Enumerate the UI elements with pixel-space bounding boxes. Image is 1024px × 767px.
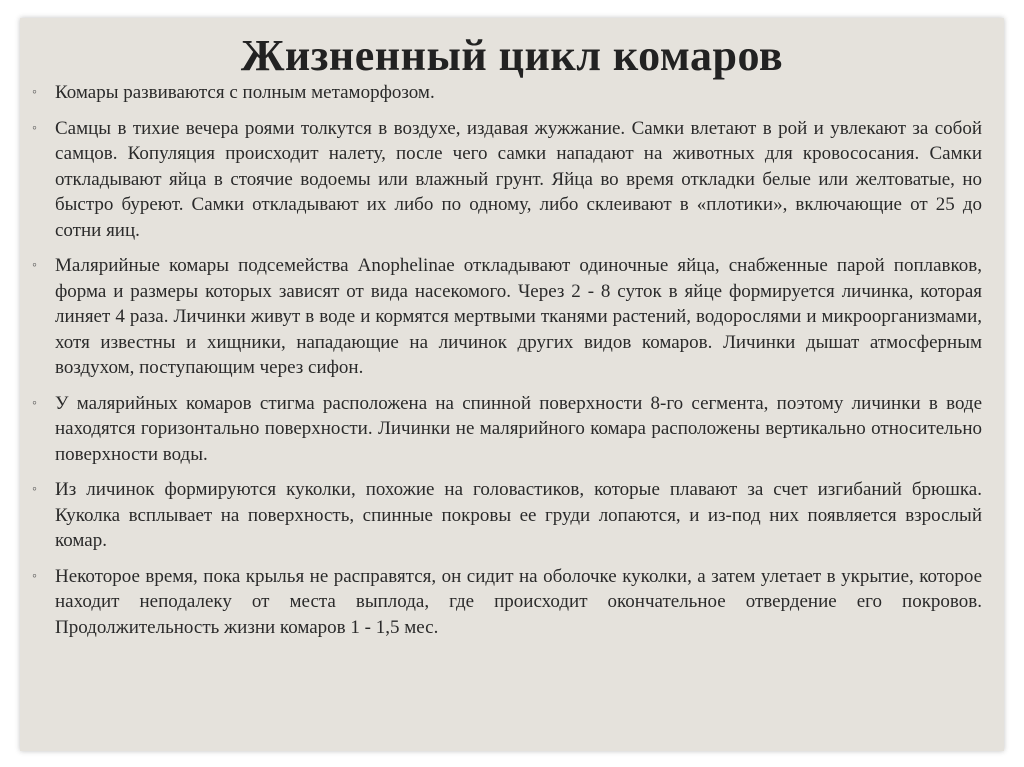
bullet-icon: ◦	[32, 568, 37, 584]
list-item	[32, 80, 982, 106]
bullet-icon: ◦	[32, 482, 37, 497]
bullet-icon: ◦	[32, 85, 37, 100]
list-item	[32, 253, 982, 381]
bullet-text: Некоторое время, пока крылья не расправятся, он сидит на оболочке куколки, а затем улетает в укрытие, которое находит неподалеку от места выплода, где происходит окончательное отвердение его покровов. Продолжительность жизни комаров 1 - 1,5 мес.	[55, 565, 982, 638]
slide	[20, 18, 1004, 751]
bullet-icon: ◦	[32, 258, 37, 273]
list-item	[32, 116, 982, 244]
bullet-text: Малярийные комары подсемейства Anophelinae откладывают одиночные яйца, снабженные парой поплавков, форма и размеры которых зависят от вида насекомого. Через 2 - 8 суток в яйце формируется личинка, которая линяет 4 раза. Личинки живут в воде и кормятся мертвыми тканями растений, водорослями и микроорганизмами, хотя известны и хищники, нападающие на личинок других видов комаров. Личинки дышат атмосферным воздухом, поступающим через сифон.	[55, 255, 982, 378]
slide-title: Жизненный цикл комаров	[240, 31, 784, 80]
list-item	[32, 391, 982, 468]
bullet-list	[32, 80, 982, 650]
bullet-icon: ◦	[32, 395, 37, 411]
bullet-text: Из личинок формируются куколки, похожие на головастиков, которые плавают за счет изгибаний брюшка. Куколка всплывает на поверхность, спинные покровы ее груди лопаются, и из-под них появляется взрослый комар.	[55, 479, 982, 551]
bullet-text: У малярийных комаров стигма расположена на спинной поверхности 8-го сегмента, поэтому личинки в воде находятся горизонтально поверхности. Личинки не малярийного комара расположены вертикально относительно поверхности воды.	[55, 392, 982, 465]
list-item	[32, 477, 982, 554]
bullet-text: Комары развиваются с полным метаморфозом.	[55, 82, 435, 103]
bullet-icon: ◦	[32, 120, 37, 136]
list-item	[32, 564, 982, 641]
bullet-text: Самцы в тихие вечера роями толкутся в воздухе, издавая жужжание. Самки влетают в рой и увлекают за собой самцов. Копуляция происходит налету, после чего самки нападают на животных для кровососания. Самки откладывают яйца в стоячие водоемы или влажный грунт. Яйца во время откладки белые или желтоватые, но быстро буреют. Самки откладывают их либо по одному, либо склеивают в «плотики», включающие от 25 до сотни яиц.	[55, 117, 982, 241]
